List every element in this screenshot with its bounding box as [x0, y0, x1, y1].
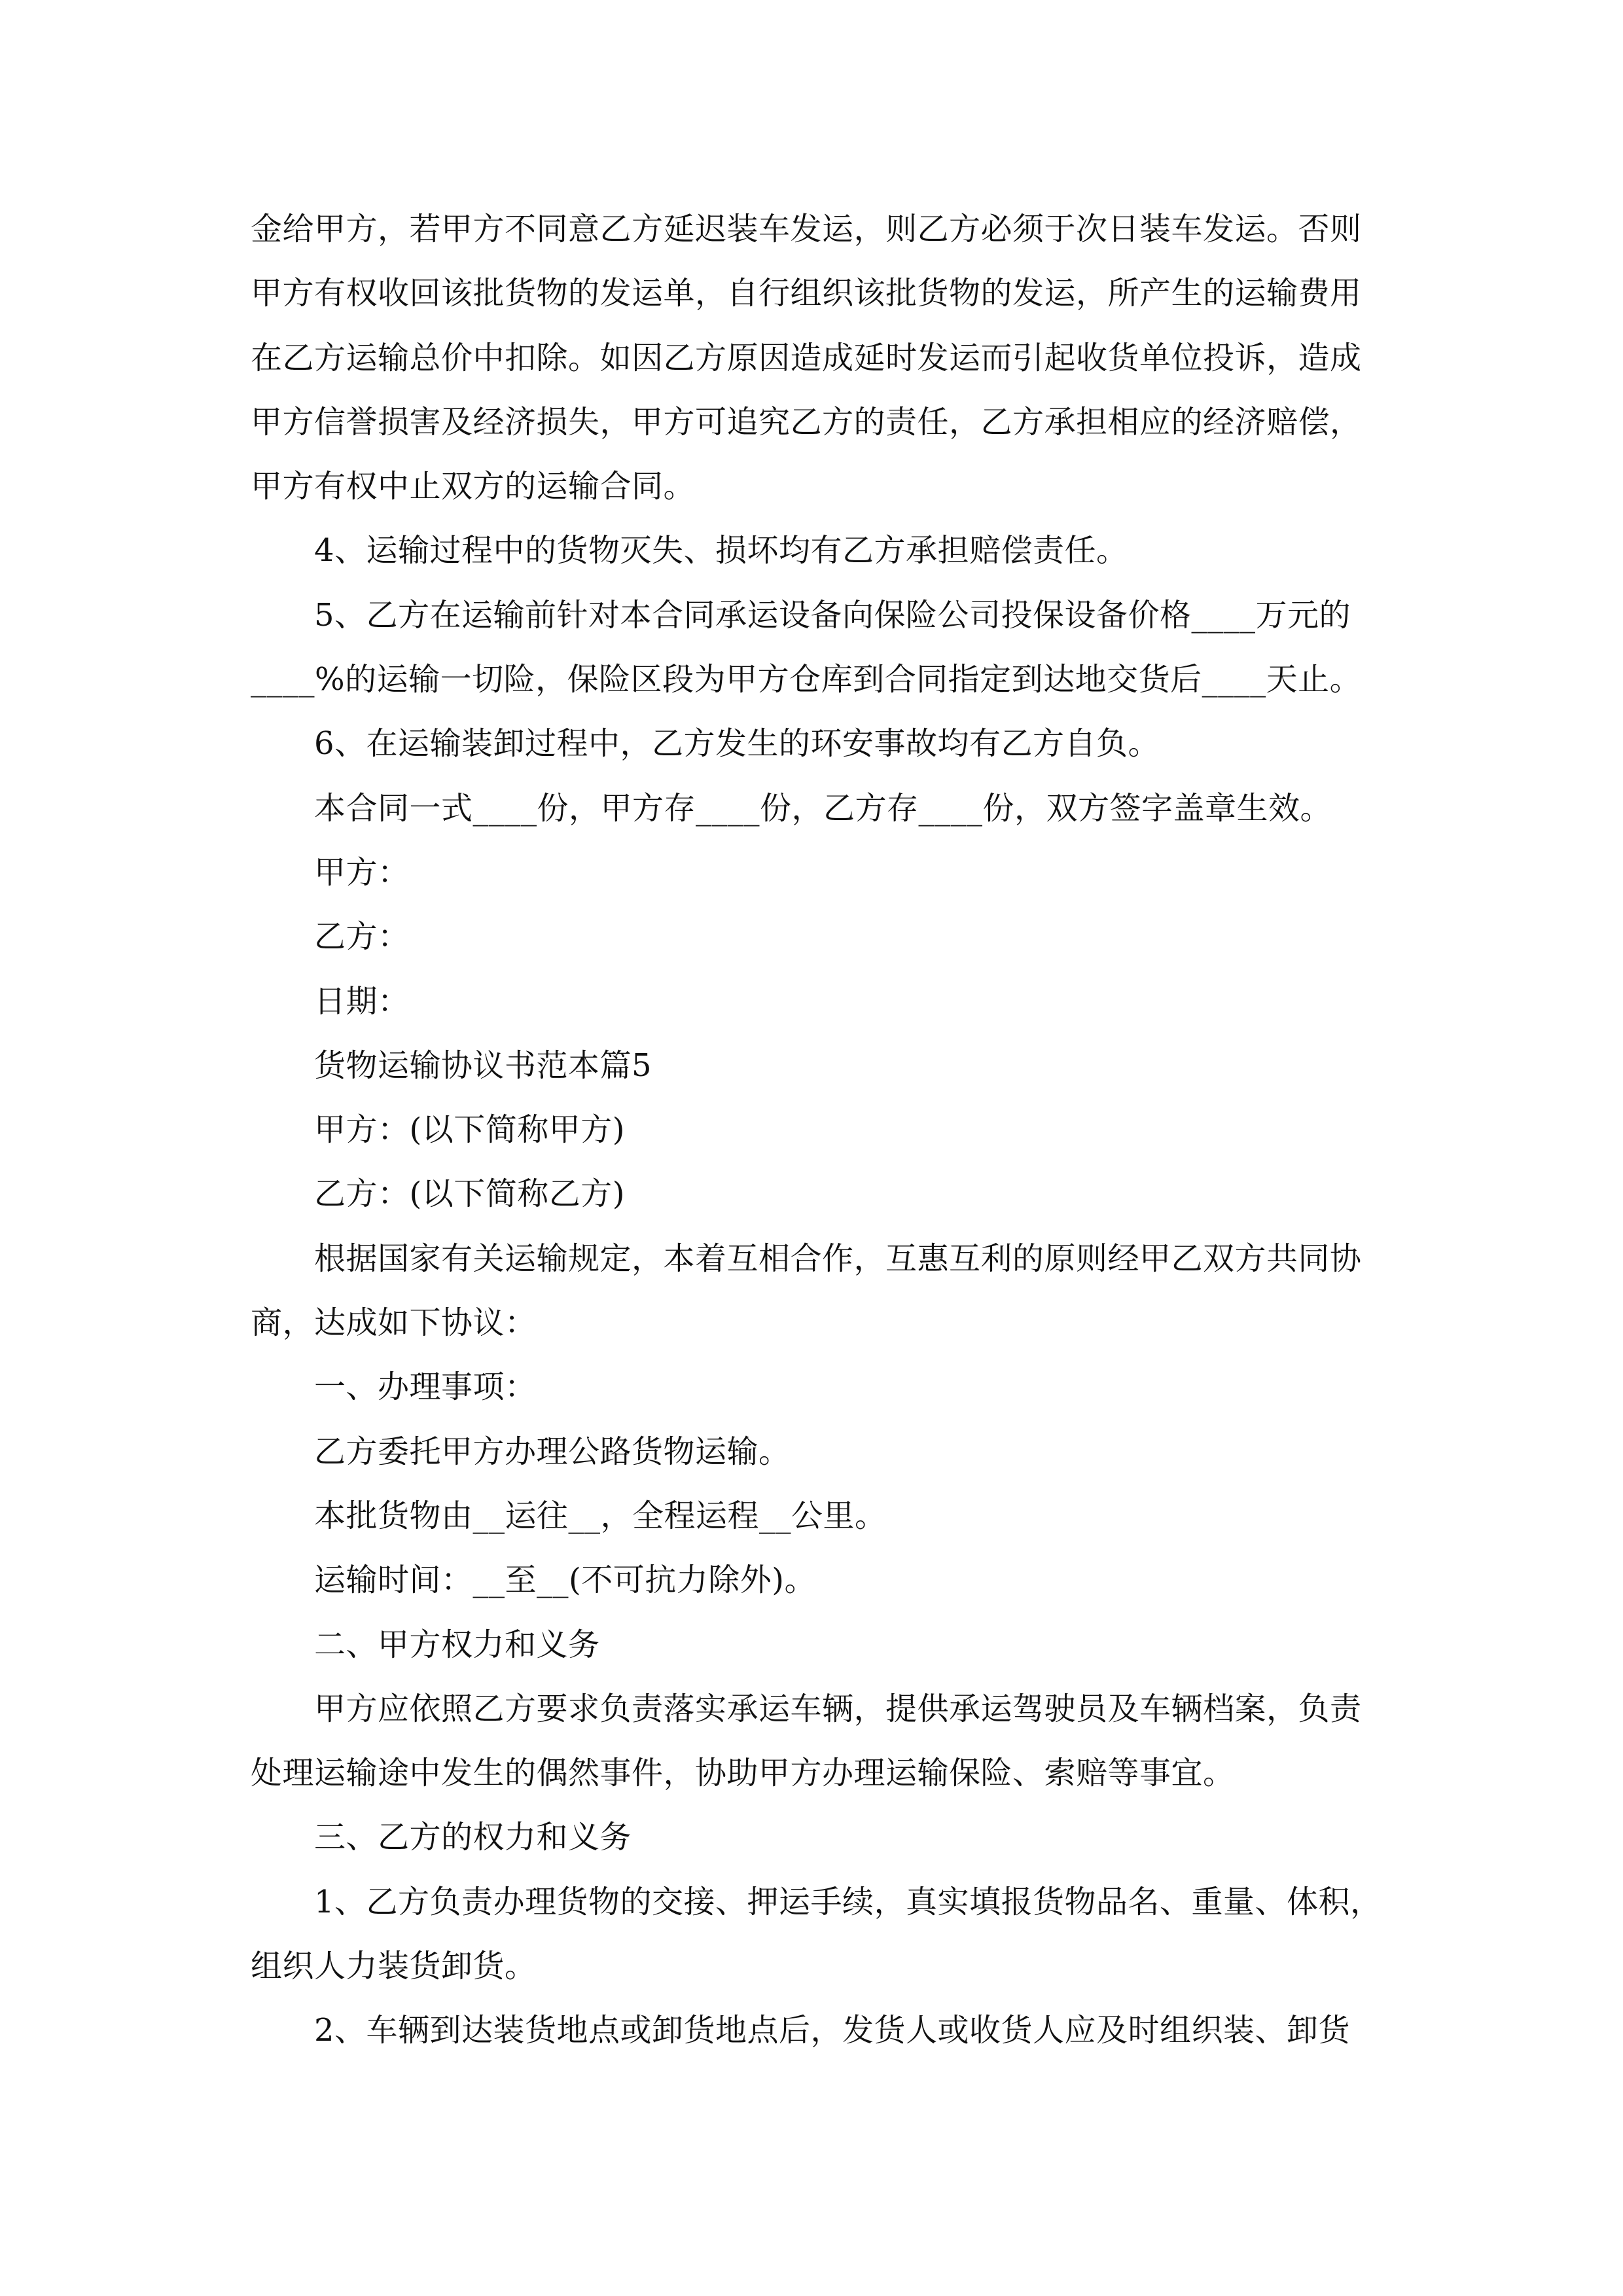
- text-line: 甲方有权中止双方的运输合同。: [251, 468, 696, 505]
- text-line: 乙方：: [314, 918, 410, 956]
- text-line: 4、运输过程中的货物灭失、损坏均有乙方承担赔偿责任。: [314, 532, 1128, 569]
- text-line: 在乙方运输总价中扣除。如因乙方原因造成延时发运而引起收货单位投诉，造成: [251, 339, 1362, 376]
- text-line: 处理运输途中发生的偶然事件，协助甲方办理运输保险、索赔等事宜。: [251, 1755, 1235, 1792]
- text-line: 三、乙方的权力和义务: [314, 1819, 632, 1856]
- document-body: [251, 197, 1416, 2063]
- text-line: 根据国家有关运输规定，本着互相合作，互惠互利的原则经甲乙双方共同协: [314, 1240, 1362, 1277]
- text-line: 商，达成如下协议：: [251, 1304, 537, 1342]
- text-line: 1、乙方负责办理货物的交接、押运手续，真实填报货物品名、重量、体积，: [314, 1883, 1382, 1920]
- text-line: 甲方信誉损害及经济损失，甲方可追究乙方的责任，乙方承担相应的经济赔偿，: [251, 403, 1362, 440]
- text-line: 乙方委托甲方办理公路货物运输。: [314, 1433, 791, 1470]
- text-line: 乙方：(以下简称乙方): [314, 1175, 625, 1213]
- text-line: 6、在运输装卸过程中，乙方发生的环安事故均有乙方自负。: [314, 725, 1160, 762]
- text-line: 2、车辆到达装货地点或卸货地点后，发货人或收货人应及时组织装、卸货: [314, 2012, 1351, 2049]
- text-line: 甲方应依照乙方要求负责落实承运车辆，提供承运驾驶员及车辆档案，负责: [314, 1690, 1362, 1727]
- text-line: 一、办理事项：: [314, 1369, 537, 1406]
- text-line: ____%的运输一切险，保险区段为甲方仓库到合同指定到达地交货后____天止。: [251, 661, 1362, 698]
- text-line: 5、乙方在运输前针对本合同承运设备向保险公司投保设备价格____万元的: [314, 596, 1351, 634]
- text-line: 二、甲方权力和义务: [314, 1626, 600, 1663]
- text-line: 日期：: [314, 982, 410, 1020]
- text-line: 本批货物由__运往__，全程运程__公里。: [314, 1497, 887, 1534]
- text-line: 甲方有权收回该批货物的发运单，自行组织该批货物的发运，所产生的运输费用: [251, 275, 1362, 312]
- text-line: 金给甲方，若甲方不同意乙方延迟装车发运，则乙方必须于次日装车发运。否则: [251, 211, 1362, 247]
- text-line: 货物运输协议书范本篇5: [314, 1047, 652, 1084]
- text-line: 本合同一式____份，甲方存____份，乙方存____份，双方签字盖章生效。: [314, 789, 1332, 827]
- text-line: 运输时间：__至__(不可抗力除外)。: [314, 1562, 816, 1599]
- text-line: 组织人力装货卸货。: [251, 1948, 537, 1985]
- text-line: 甲方：(以下简称甲方): [314, 1111, 625, 1149]
- text-line: 甲方：: [314, 853, 410, 891]
